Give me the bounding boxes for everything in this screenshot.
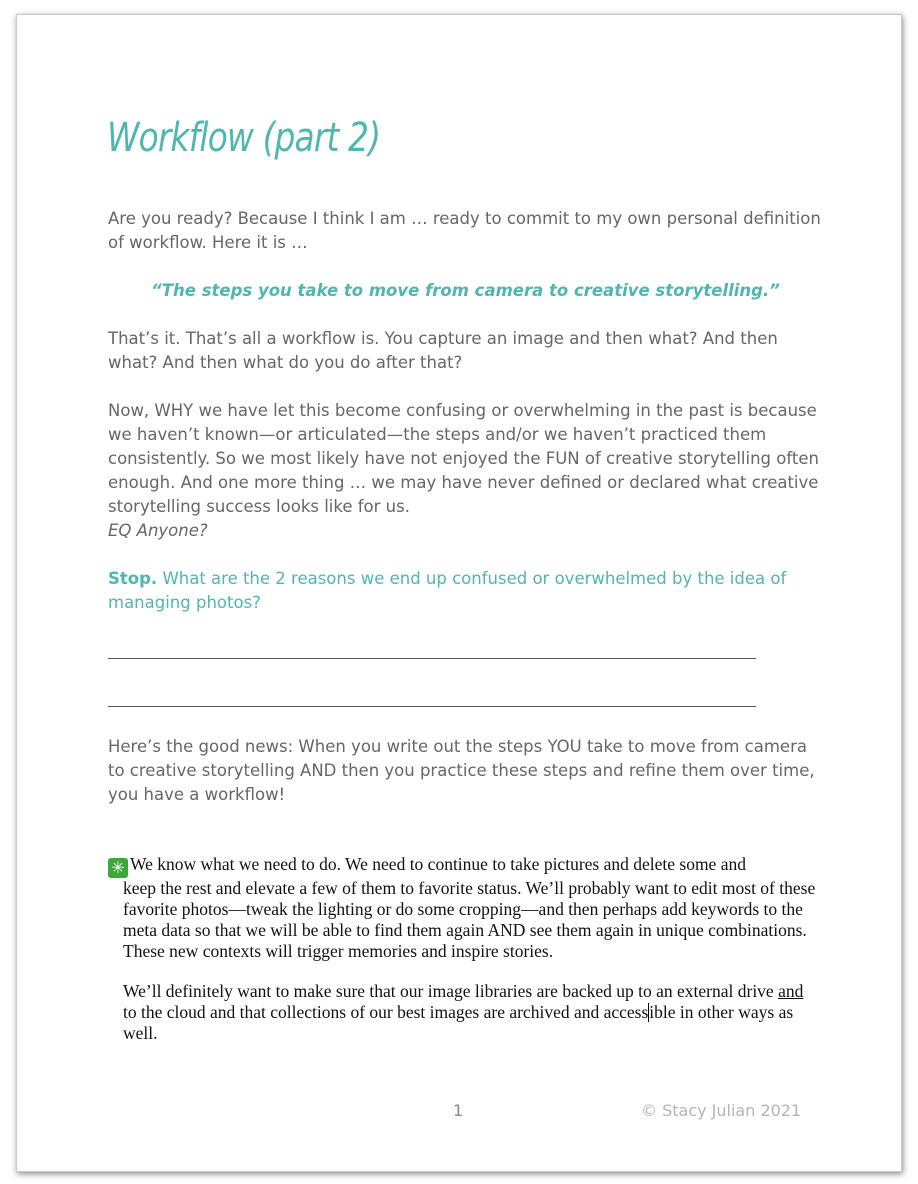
stop-question [108,567,798,615]
paragraph-why-confusing [108,399,823,543]
intro-paragraph: Are you ready? Because I think I am … ready to commit to my own personal definition of workflow. Here it is … [108,209,821,252]
note2-underlined-text: and [778,981,804,1001]
note2-after-cursor-text: ible [649,1002,676,1022]
note2-end-text: in other ways as well. [123,1002,794,1043]
document-page [16,14,902,1172]
note-first-line: We know what we need to do. We need to continue to take pictures and delete some and [130,854,746,874]
page-number: 1 [453,1101,464,1120]
page-title: Workflow (part 2) [107,115,381,161]
note-rest-text: keep the rest and elevate a few of them to favorite status. We’ll probably want to edit most of these favorite photos—tweak the lighting or do some cropping—and then perhaps add keywords to the meta data so that we will be able to find them again AND see them again in unique combinations. These new contexts will trigger memories and inspire stories. [123,878,816,961]
paragraph-why-text: Now, WHY we have let this become confusing or overwhelming in the past is because we haven’t known—or articulated—the steps and/or we haven’t practiced them consistently. So we most likely have not enjoyed the FUN of creative storytelling often enough. And one more thing … we may have never defined or declared what creative storytelling success looks like for us. [108,401,819,516]
comment-note-icon[interactable]: ✳ [108,858,128,878]
paragraph-workflow-explained: That’s it. That’s all a workflow is. You capture an image and then what? And then what? And then what do you do after that? [108,329,778,372]
answer-line-2[interactable] [108,706,756,707]
good-news-paragraph: Here’s the good news: When you write out the steps YOU take to move from camera to creative storytelling AND then you practice these steps and refine them over time, you have a workflow! [108,737,815,804]
eq-anyone-text: EQ Anyone? [108,521,208,540]
note-paragraph-1 [108,854,823,962]
stop-label: Stop. [108,569,158,588]
note-paragraph-2 [108,981,813,1044]
note-continuation [108,878,823,962]
answer-line-1[interactable] [108,658,756,659]
stop-question-text: What are the 2 reasons we end up confused or overwhelmed by the idea of managing photos? [108,569,787,612]
copyright-footer: © Stacy Julian 2021 [641,1101,802,1120]
note2-before-text: We’ll definitely want to make sure that our image libraries are backed up to an external drive [123,981,774,1001]
note2-middle-text: to the cloud and that collections of our best images are archived and access [123,1002,649,1022]
definition-quote: “The steps you take to move from camera to creative storytelling.” [151,281,780,300]
